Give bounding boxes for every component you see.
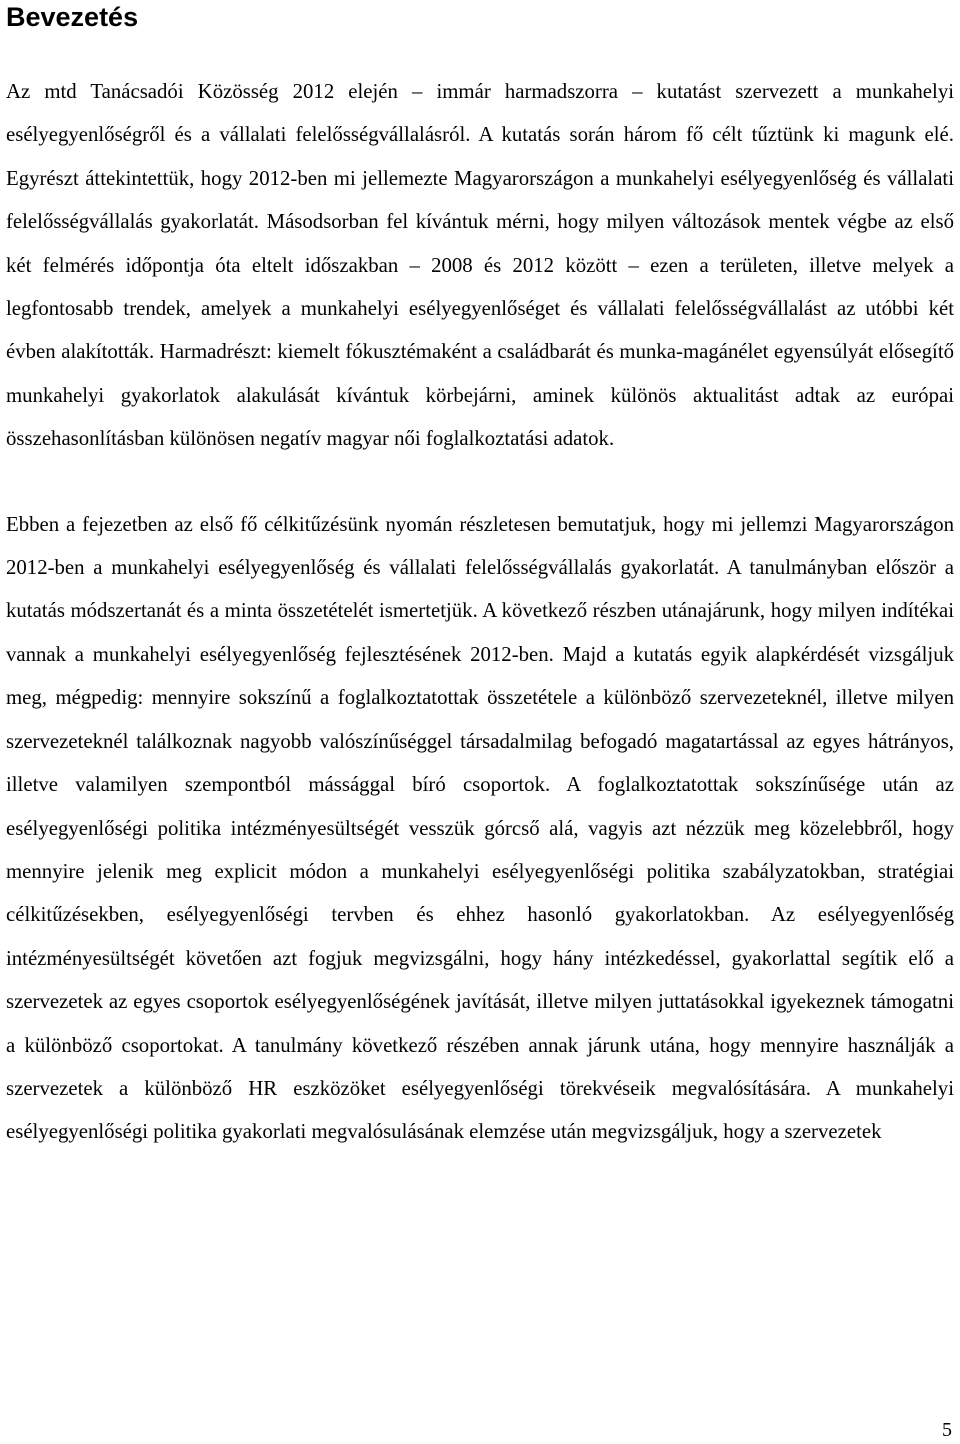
page-number: 5 bbox=[942, 1419, 952, 1441]
document-body bbox=[6, 0, 954, 1154]
intro-paragraph-2: Ebben a fejezetben az első fő célkitűzésünk nyomán részletesen bemutatjuk, hogy mi jellemzi Magyarországon 2012-ben a munkahelyi esélyegyenlőség és vállalati felelősségvállalás gyakorlatát. A tanulmányban először a kutatás módszertanát és a minta összetételét ismertetjük. A következő részben utánajárunk, hogy milyen indítékai vannak a munkahelyi esélyegyenlőség fejlesztésének 2012-ben. Majd a kutatás egyik alapkérdését vizsgáljuk meg, mégpedig: mennyire sokszínű a foglalkoztatottak összetétele a különböző szervezeteknél, illetve milyen szervezeteknél találkoznak nagyobb valószínűséggel társadalmilag befogadó magatartással az egyes hátrányos, illetve valamilyen szempontból mássággal bíró csoportok. A foglalkoztatottak sokszínűsége után az esélyegyenlőségi politika intézményesültségét vesszük górcső alá, vagyis azt nézzük meg közelebbről, hogy mennyire jelenik meg explicit módon a munkahelyi esélyegyenlőségi politika szabályzatokban, stratégiai célkitűzésekben, esélyegyenlőségi tervben és ehhez hasonló gyakorlatokban. Az esélyegyenlőség intézményesültségét követően azt fogjuk megvizsgálni, hogy hány intézkedéssel, gyakorlattal segítik elő a szervezetek az egyes csoportok esélyegyenlőségének javítását, illetve milyen juttatásokkal igyekeznek támogatni a különböző csoportokat. A tanulmány következő részében annak járunk utána, hogy mennyire használják a szervezetek a különböző HR eszközöket esélyegyenlőségi törekvéseik megvalósítására. A munkahelyi esélyegyenlőségi politika gyakorlati megvalósulásának elemzése után megvizsgáljuk, hogy a szervezetek bbox=[6, 512, 954, 1144]
intro-paragraph-1: Az mtd Tanácsadói Közösség 2012 elején – immár harmadszorra – kutatást szervezett a munkahelyi esélyegyenlőségről és a vállalati felelősségvállalásról. A kutatás során három fő célt tűztünk ki magunk elé. Egyrészt áttekintettük, hogy 2012-ben mi jellemezte Magyarországon a munkahelyi esélyegyenlőség és vállalati felelősségvállalás gyakorlatát. Másodsorban fel kívántuk mérni, hogy milyen változások mentek végbe az első két felmérés időpontja óta eltelt időszakban – 2008 és 2012 között – ezen a területen, illetve melyek a legfontosabb trendek, amelyek a munkahelyi esélyegyenlőséget és vállalati felelősségvállalást az utóbbi két évben alakították. Harmadrészt: kiemelt fókusztémaként a családbarát és munka-magánélet egyensúlyát elősegítő munkahelyi gyakorlatok alakulását kívántuk körbejárni, aminek különös aktualitást adtak az európai összehasonlításban különösen negatív magyar női foglalkoztatási adatok. bbox=[6, 80, 954, 451]
section-heading: Bevezetés bbox=[6, 2, 139, 32]
